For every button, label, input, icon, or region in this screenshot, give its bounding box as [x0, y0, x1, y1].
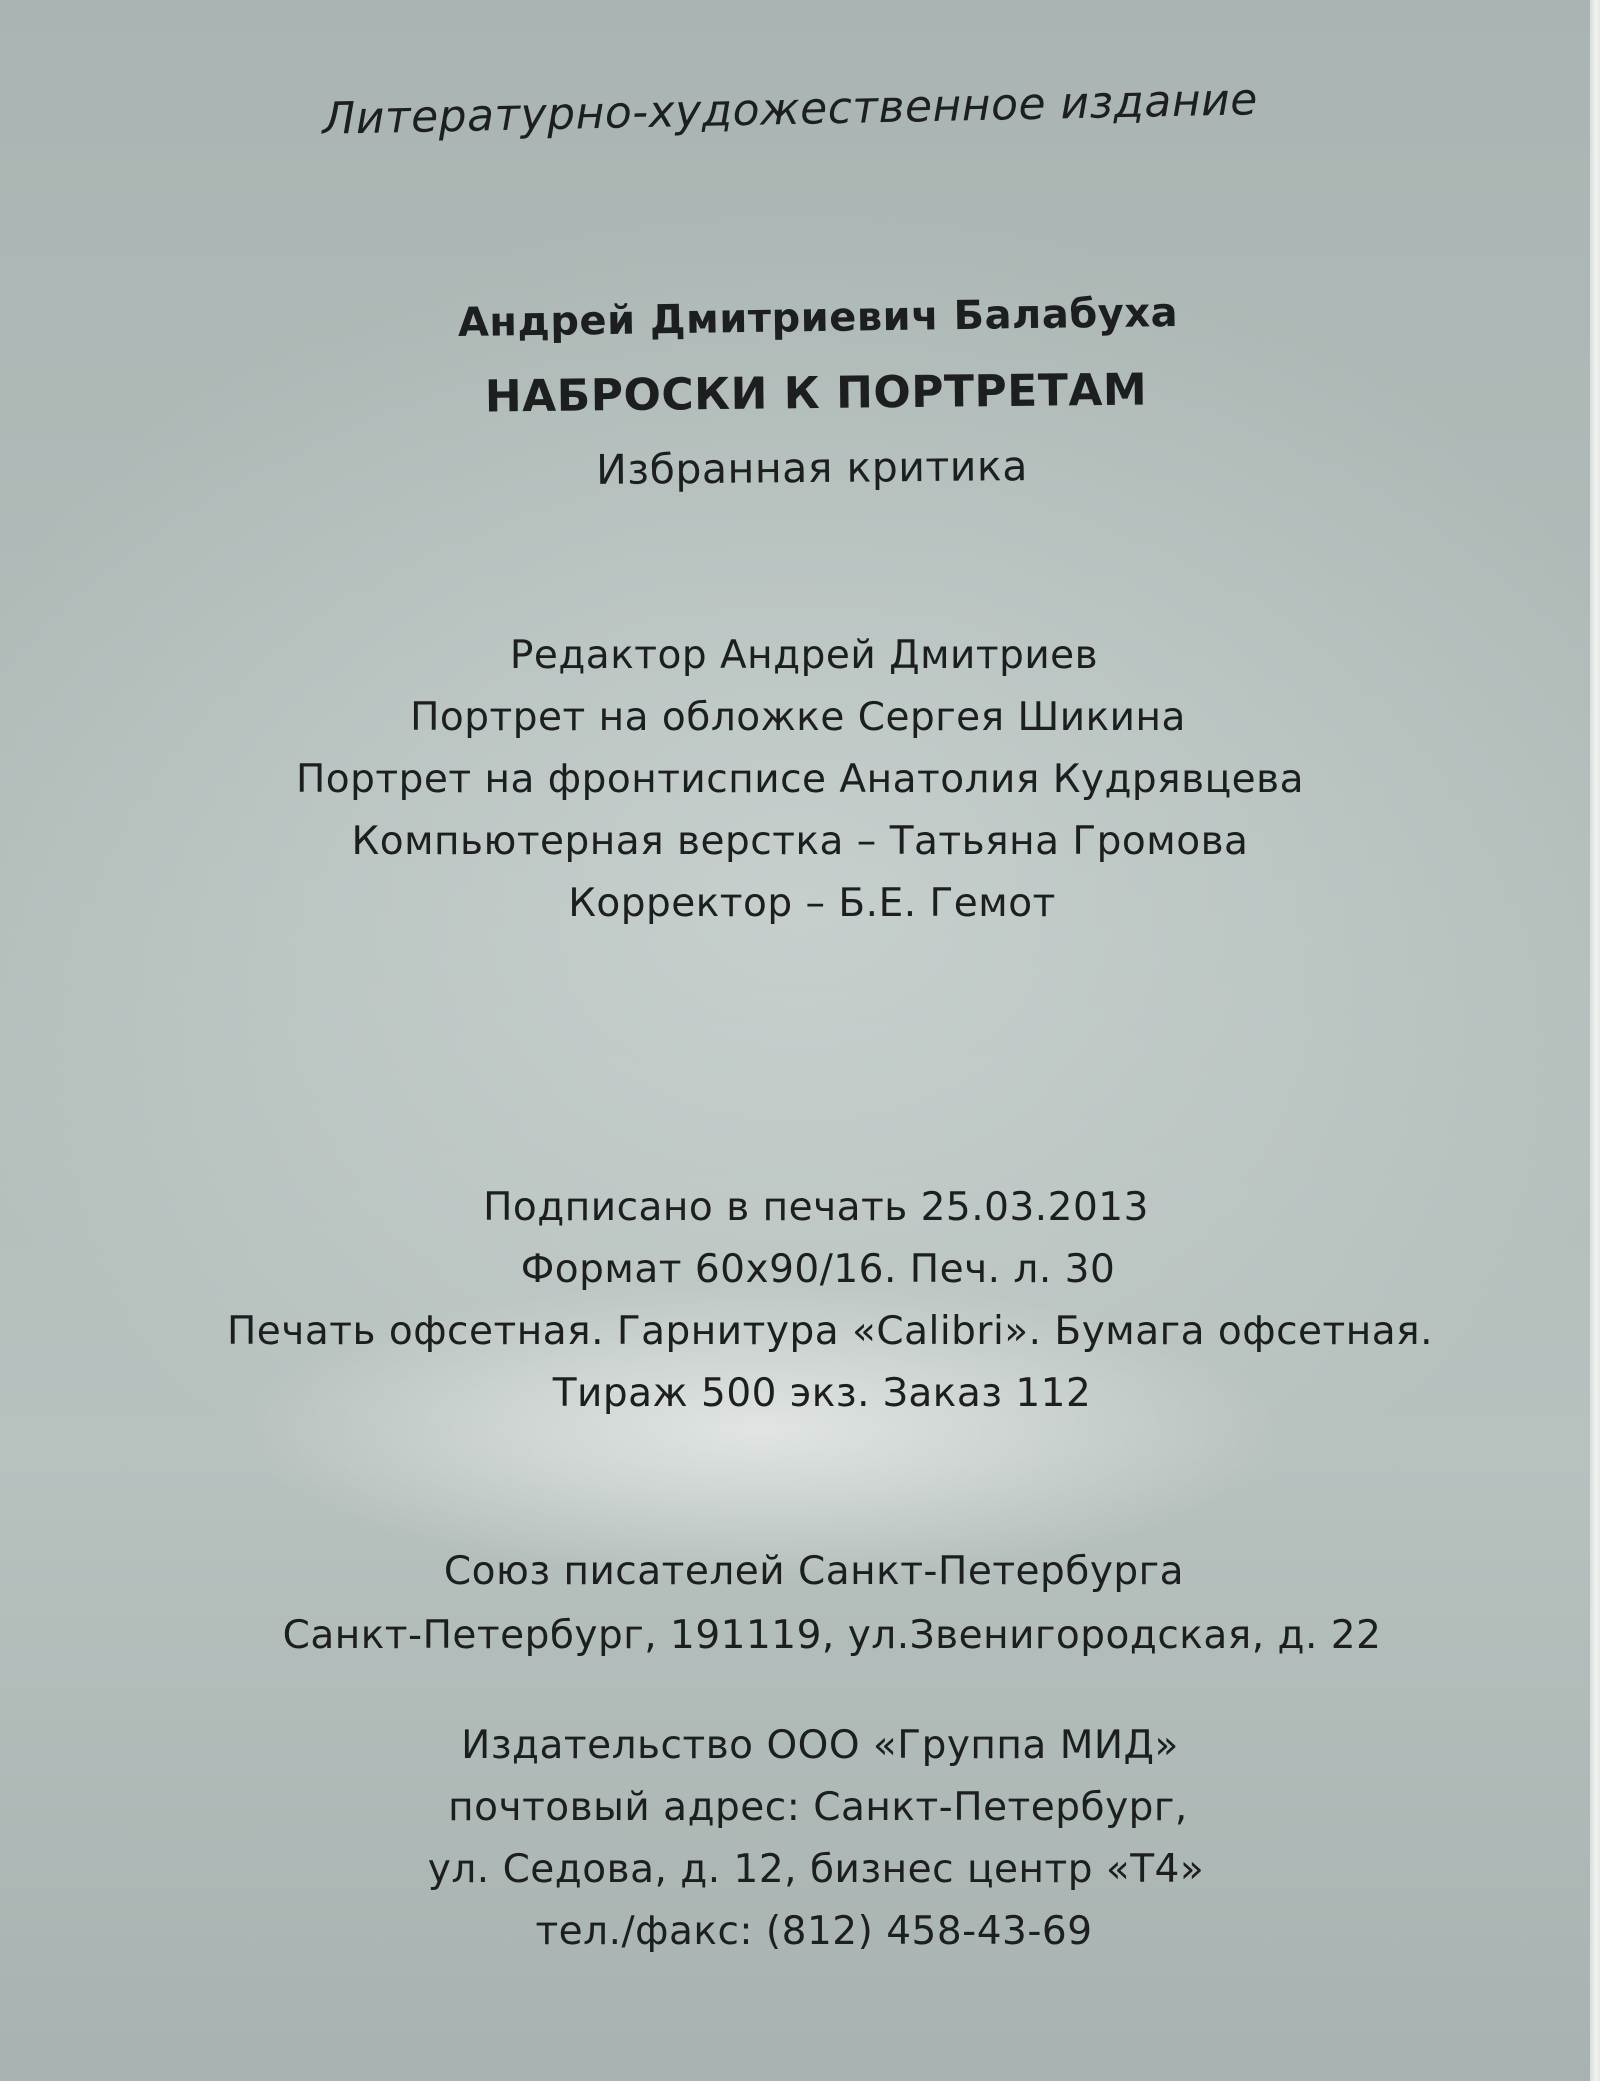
print-date: Подписано в печать 25.03.2013 — [483, 1185, 1149, 1230]
print-run: Тираж 500 экз. Заказ 112 — [552, 1371, 1092, 1416]
publisher-phone: тел./факс: (812) 458-43-69 — [535, 1909, 1093, 1954]
credit-layout: Компьютерная верстка – Татьяна Громова — [351, 819, 1249, 864]
credit-proofreader: Корректор – Б.Е. Гемот — [568, 881, 1056, 926]
page-edge — [1590, 0, 1600, 2081]
union-address: Санкт-Петербург, 191119, ул.Звенигородская, д. 22 — [282, 1613, 1382, 1658]
print-method: Печать офсетная. Гарнитура «Calibri». Бумага офсетная. — [226, 1309, 1433, 1354]
book-subtitle: Избранная критика — [595, 442, 1029, 494]
union-name: Союз писателей Санкт-Петербурга — [443, 1549, 1185, 1594]
print-format: Формат 60х90/16. Печ. л. 30 — [520, 1247, 1116, 1292]
book-title: НАБРОСКИ К ПОРТРЕТАМ — [484, 364, 1148, 423]
edition-type: Литературно-художественное издание — [321, 74, 1259, 145]
credit-frontispiece-portrait: Портрет на фронтисписе Анатолия Кудрявцева — [295, 757, 1305, 802]
credit-editor: Редактор Андрей Дмитриев — [509, 633, 1099, 678]
publisher-postal-label: почтовый адрес: Санкт-Петербург, — [448, 1785, 1188, 1830]
credit-cover-portrait: Портрет на обложке Сергея Шикина — [410, 695, 1186, 740]
book-author: Андрей Дмитриевич Балабуха — [457, 289, 1179, 347]
publisher-address: ул. Седова, д. 12, бизнес центр «Т4» — [427, 1847, 1205, 1892]
publisher-name: Издательство ООО «Группа МИД» — [461, 1723, 1179, 1768]
